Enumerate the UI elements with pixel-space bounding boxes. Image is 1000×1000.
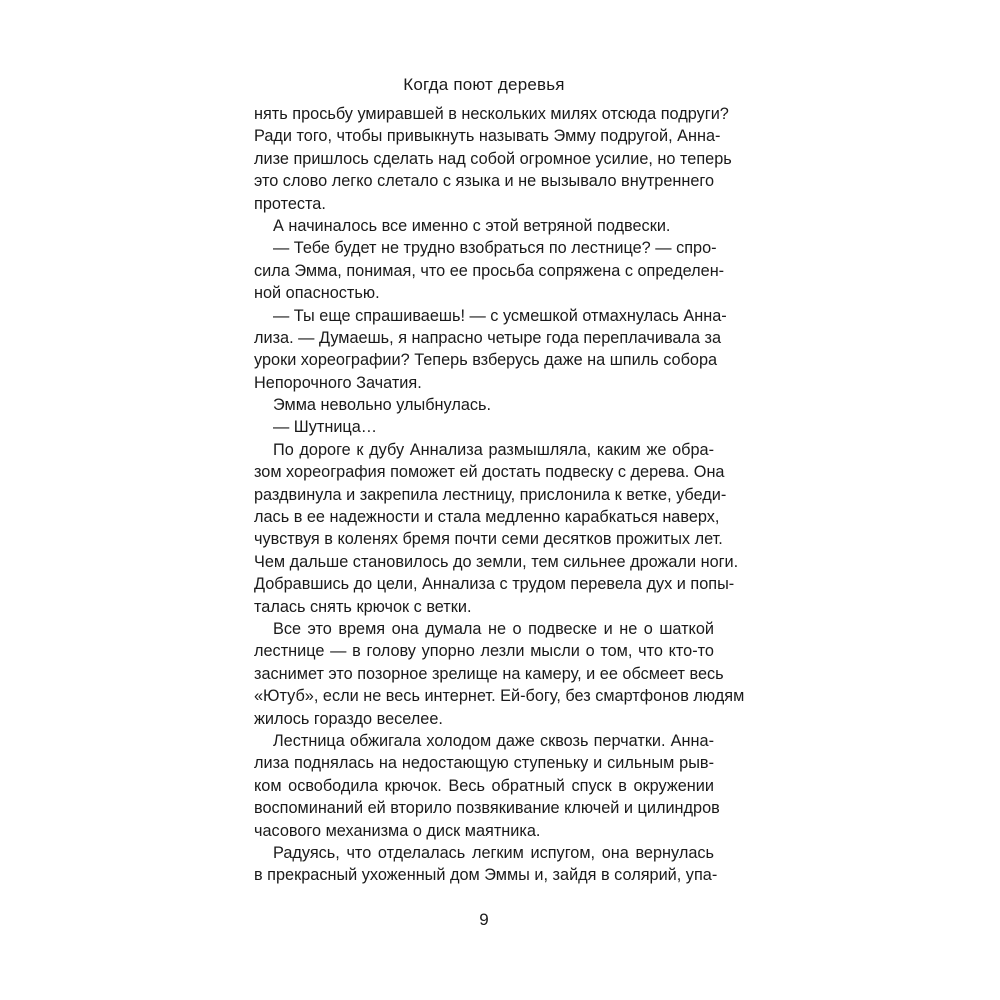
text-line: уроки хореографии? Теперь взберусь даже на шпиль собора: [254, 351, 718, 370]
text-line: протеста.: [254, 194, 326, 213]
text-line: А начиналось все именно с этой ветряной подвески.: [273, 216, 671, 235]
text-line: Добравшись до цели, Аннализа с трудом перевела дух и попы-: [254, 575, 735, 594]
text-line: заснимет это позорное зрелище на камеру, и ее обсмеет весь: [254, 664, 724, 683]
text-line: «Ютуб», если не весь интернет. Ей-богу, без смартфонов людям: [254, 687, 745, 706]
text-line: ной опасностью.: [254, 284, 380, 303]
text-line: нять просьбу умиравшей в нескольких милях отсюда подруги?: [254, 105, 729, 123]
text-line: Все это время она думала не о подвеске и не о шаткой: [273, 619, 714, 638]
text-line: — Шутница…: [273, 418, 378, 437]
text-line: лестнице — в голову упорно лезли мысли о том, что кто-то: [254, 642, 714, 661]
text-line: Чем дальше становилось до земли, тем сильнее дрожали ноги.: [254, 552, 739, 571]
text-line: лизе пришлось сделать над собой огромное усилие, но теперь: [254, 149, 732, 168]
text-line: Непорочного Зачатия.: [254, 373, 422, 392]
body-text: [254, 103, 745, 887]
text-line: чувствуя в коленях бремя почти семи десятков прожитых лет.: [254, 530, 723, 549]
text-line: сила Эмма, понимая, что ее просьба сопряжена с определен-: [254, 261, 725, 280]
text-line: лась в ее надежности и стала медленно карабкаться наверх,: [254, 508, 720, 527]
text-line: — Тебе будет не трудно взобраться по лестнице? — спро-: [273, 239, 717, 258]
text-line: раздвинула и закрепила лестницу, прислонила к ветке, убеди-: [254, 485, 727, 504]
text-line: По дороге к дубу Аннализа размышляла, каким же обра-: [273, 440, 714, 459]
text-line: Лестница обжигала холодом даже сквозь перчатки. Анна-: [273, 731, 714, 750]
text-line: ком освободила крючок. Весь обратный спуск в окружении: [254, 776, 714, 795]
running-head: Когда поют деревья: [403, 75, 565, 94]
page-number: 9: [479, 910, 489, 929]
text-line: талась снять крючок с ветки.: [254, 597, 472, 616]
text-line: лиза. — Думаешь, я напрасно четыре года переплачивала за: [254, 328, 722, 347]
text-line: — Ты еще спрашиваешь! — с усмешкой отмахнулась Анна-: [273, 306, 727, 325]
text-line: в прекрасный ухоженный дом Эммы и, зайдя в солярий, упа-: [254, 866, 718, 885]
text-line: жилось гораздо веселее.: [254, 709, 443, 728]
text-line: лиза поднялась на недостающую ступеньку и сильным рыв-: [254, 754, 714, 773]
text-line: воспоминаний ей вторило позвякивание ключей и цилиндров: [254, 799, 720, 818]
text-line: это слово легко слетало с языка и не вызывало внутреннего: [254, 172, 715, 191]
text-line: Радуясь, что отделалась легким испугом, она вернулась: [273, 843, 714, 862]
text-line: часового механизма о диск маятника.: [254, 821, 541, 840]
text-line: Эмма невольно улыбнулась.: [273, 396, 492, 415]
book-page: [254, 0, 745, 1000]
text-line: Ради того, чтобы привыкнуть называть Эмму подругой, Анна-: [254, 127, 721, 146]
text-line: зом хореография поможет ей достать подвеску с дерева. Она: [254, 463, 725, 482]
